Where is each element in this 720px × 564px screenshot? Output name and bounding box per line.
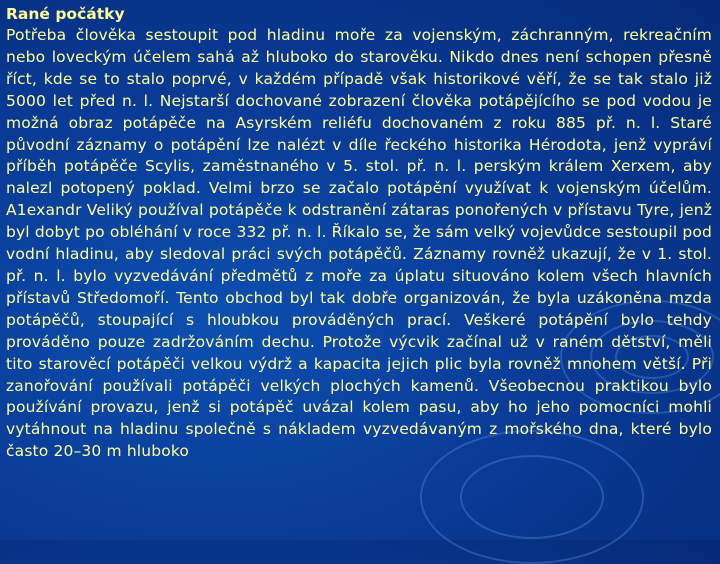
slide-content bbox=[6, 4, 712, 463]
ripple-decoration bbox=[460, 455, 604, 539]
slide-heading: Rané počátky bbox=[6, 5, 125, 23]
slide-paragraph: Potřeba člověka sestoupit pod hladinu moře za vojenským, záchranným, rekreačním nebo loveckým účelem sahá až hluboko do starověku. Nikdo dnes není schopen přesně říct, kde se to stalo poprvé, v každém případě však historikové věří, že se tak stalo již 5000 let před n. l. Nejstarší dochované zobrazení člověka potápějícího se pod vodou je možná obraz potápěče na Asyrském reliéfu dochovaném z roku 885 př. n. l. Staré původní záznamy o potápění lze nalézt v díle řeckého historika Hérodota, jenž vypráví příběh potápěče Scylis, zaměstnaného v 5. stol. př. n. l. perským králem Xerxem, aby nalezl potopený poklad. Velmi brzo se začalo potápění využívat k vojenským účelům. A1exandr Veliký používal potápěče k odstranění zátaras ponořených v přístavu Tyre, jenž byl dobyt po obléhání v roce 332 př. n. l. Říkalo se, že sám velký vojevůdce sestoupil pod vodní hladinu, aby sledoval práci svých potápěčů. Záznamy rovněž ukazují, že v 1. stol. př. n. l. bylo vyzvedávání předmětů z moře za úplatu situováno kolem všech hlavních přístavů Středomoří. Tento obchod byl tak dobře organizován, že byla uzákoněna mzda potápěčů, stoupající s hloubkou prováděných prací. Veškeré potápění bylo tehdy prováděno pouze zadržováním dechu. Protože výcvik začínal už v raném dětství, měli tito starověcí potápěči velkou výdrž a kapacita jejich plic byla rovněž mnohem větší. Při zanořování používali potápěči velkých plochých kamenů. Všeobecnou praktikou bylo používání provazu, jenž si potápěč uvázal kolem pasu, aby ho jeho pomocníci mohli vytáhnout na hladinu společně s nákladem vyzvedávaným z mořského dna, které bylo často 20–30 m hluboko bbox=[6, 26, 712, 461]
